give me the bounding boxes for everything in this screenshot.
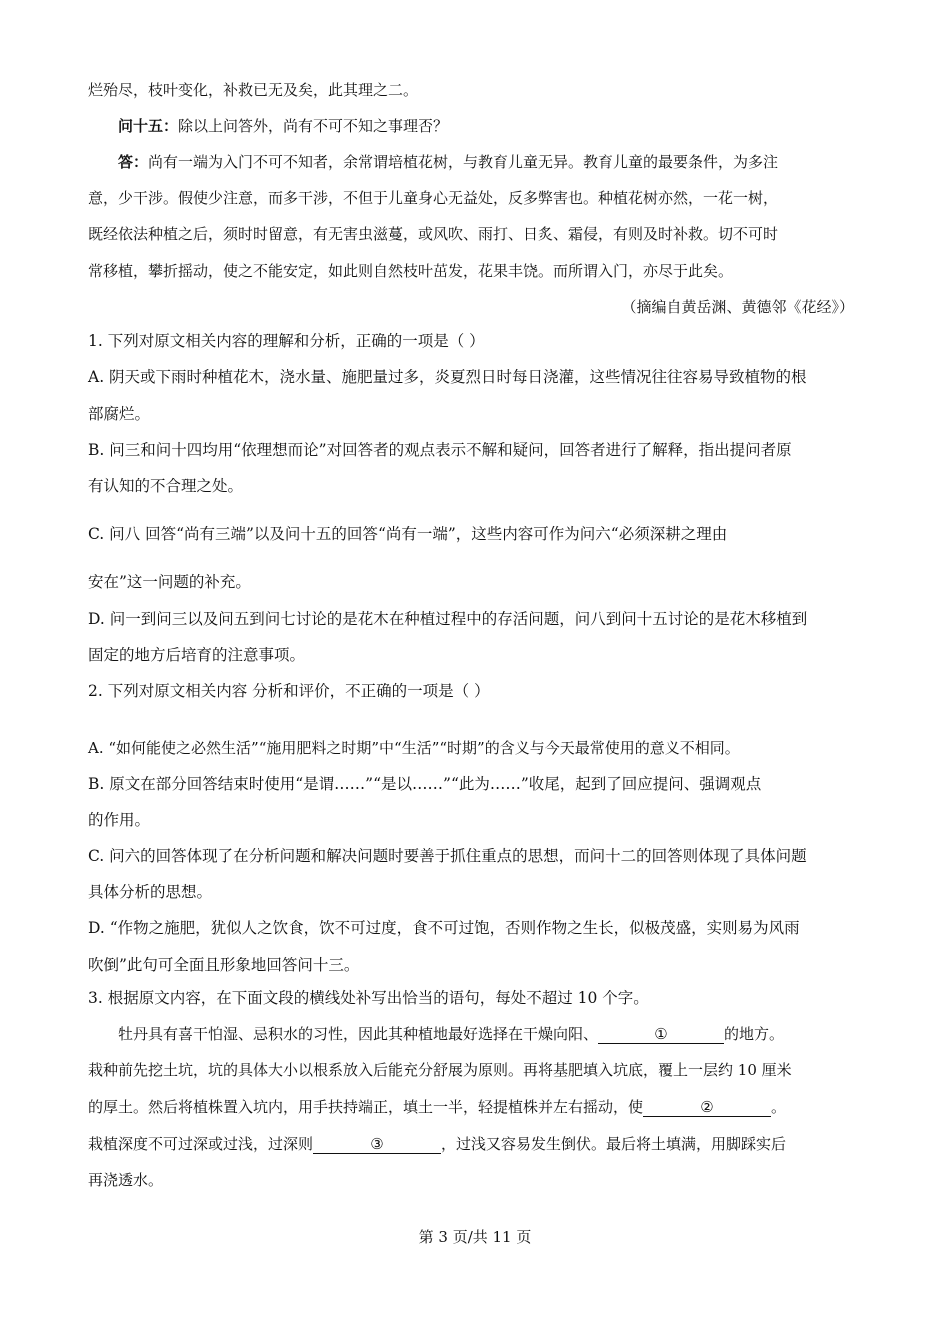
passage-text: 牡丹具有喜干怕湿、忌积水的习性，因此其种植地最好选择在干燥向阳、 [118, 1025, 599, 1043]
question-1-option-d: D. 问一到问三以及问五到问七讨论的是花木在种植过程中的存活问题，问八到问十五讨论的是花木移植到 [88, 610, 808, 628]
question-text: 除以上问答外，尚有不可不知之事理否？ [178, 117, 449, 135]
passage-line: 常移植，攀折摇动，使之不能安定，如此则自然枝叶茁发，花果丰饶。而所谓入门，亦尽于此矣。 [88, 262, 734, 280]
question-2-option-d-cont: 吹倒”此句可全面且形象地回答问十三。 [88, 956, 360, 974]
page-number: 第 3 页/共 11 页 [418, 1228, 532, 1246]
question-2-option-a: A. “如何能使之必然生活”“施用肥料之时期”中“生活”“时期”的含义与今天最常使用的意义不相同。 [88, 739, 740, 757]
question-3-passage-line: 再浇透水。 [88, 1171, 164, 1189]
passage-text: ，过浅又容易发生倒伏。最后将土填满，用脚踩实后 [441, 1135, 787, 1153]
question-2-option-c-cont: 具体分析的思想。 [88, 883, 213, 901]
answer-blank-2[interactable]: ② [643, 1098, 771, 1117]
question-3-passage-line [88, 1097, 863, 1117]
passage-question-15 [88, 116, 863, 136]
question-2-option-b-cont: 的作用。 [88, 811, 151, 829]
question-1-option-b-cont: 有认知的不合理之处。 [88, 477, 244, 495]
question-1-stem: 1. 下列对原文相关内容的理解和分析，正确的一项是（ ） [88, 332, 485, 350]
question-2-option-c: C. 问六的回答体现了在分析问题和解决问题时要善于抓住重点的思想，而问十二的回答则体现了具体问题 [88, 847, 807, 865]
passage-text: 的地方。 [724, 1025, 785, 1043]
question-1-option-d-cont: 固定的地方后培育的注意事项。 [88, 646, 306, 664]
question-label: 问十五： [118, 117, 179, 135]
passage-text: 。 [771, 1098, 787, 1116]
question-2-option-b: B. 原文在部分回答结束时使用“是谓……”“是以……”“此为……”收尾，起到了回应提问、强调观点 [88, 775, 762, 793]
question-1-option-a: A. 阴天或下雨时种植花木，浇水量、施肥量过多，炎夏烈日时每日浇灌，这些情况往往容易导致植物的根 [88, 368, 807, 386]
passage-line: 烂殆尽，枝叶变化，补救已无及矣，此其理之二。 [88, 81, 419, 99]
question-1-option-c: C. 问八 回答“尚有三端”以及问十五的回答“尚有一端”，这些内容可作为问六“必须深耕之理由 [88, 525, 728, 543]
passage-text: 的厚土。然后将植株置入坑内，用手扶持端正，填土一半，轻提植株并左右摇动，使 [88, 1098, 644, 1116]
passage-line: 既经依法种植之后，须时时留意，有无害虫滋蔓，或风吹、雨打、日炙、霜侵，有则及时补救。切不可时 [88, 225, 779, 243]
answer-blank-1[interactable]: ① [598, 1025, 724, 1044]
question-1-option-a-cont: 部腐烂。 [88, 405, 151, 423]
passage-answer-line [88, 152, 863, 172]
passage-text: 栽植深度不可过深或过浅，过深则 [88, 1135, 314, 1153]
passage-source: （摘编自黄岳渊、黄德邻《花经》） [621, 298, 854, 316]
answer-label: 答： [118, 153, 149, 171]
question-1-option-c-cont: 安在”这一问题的补充。 [88, 573, 251, 591]
passage-line: 意，少干涉。假使少注意，而多干涉，不但于儿童身心无益处，反多弊害也。种植花树亦然，一花一树， [88, 189, 779, 207]
question-3-passage-line [88, 1024, 863, 1044]
question-3-passage-line: 栽种前先挖土坑，坑的具体大小以根系放入后能充分舒展为原则。再将基肥填入坑底，覆上一层约 10 厘米 [88, 1061, 792, 1079]
question-1-option-b: B. 问三和问十四均用“依理想而论”对回答者的观点表示不解和疑问，回答者进行了解释，指出提问者原 [88, 441, 792, 459]
question-2-option-d: D. “作物之施肥，犹似人之饮食，饮不可过度，食不可过饱，否则作物之生长，似极茂盛，实则易为风雨 [88, 919, 800, 937]
answer-blank-3[interactable]: ③ [313, 1135, 441, 1154]
question-3-stem: 3. 根据原文内容，在下面文段的横线处补写出恰当的语句，每处不超过 10 个字。 [88, 989, 649, 1007]
question-3-passage-line [88, 1134, 863, 1154]
question-2-stem: 2. 下列对原文相关内容 分析和评价，不正确的一项是（ ） [88, 682, 490, 700]
answer-text: 尚有一端为入门不可不知者，余常谓培植花树，与教育儿童无异。教育儿童的最要条件，为多注 [148, 153, 779, 171]
